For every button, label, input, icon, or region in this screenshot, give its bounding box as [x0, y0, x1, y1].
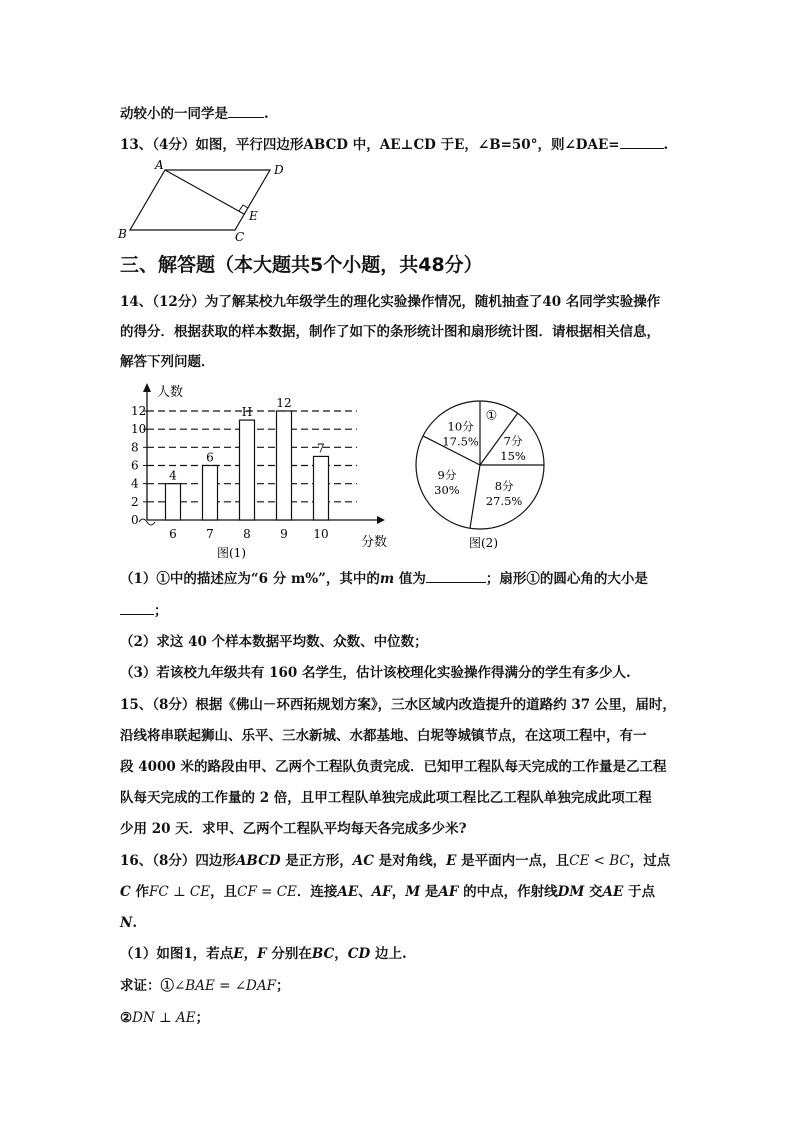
bar-8 — [240, 420, 255, 520]
bar-6 — [166, 484, 181, 520]
q14-line3: 解答下列问题． — [120, 354, 215, 370]
y-tick-label: 10 — [131, 422, 147, 437]
label-a: A — [155, 158, 164, 172]
label-b: B — [118, 227, 127, 241]
q13-text: 13、（4分）如图，平行四边形ABCD 中，AE⊥CD 于E，∠B=50°，则∠DAE= . — [120, 134, 668, 155]
q16-line5: 求证：①∠BAE = ∠DAF； — [120, 978, 290, 994]
section-title: 三、解答题（本大题共5个小题，共48分） — [120, 254, 483, 276]
label-e: E — [249, 209, 258, 223]
q14-sub2: （2）求这 40 个样本数据平均数、众数、中位数； — [120, 634, 428, 650]
q15-line5: 少用 20 天．求甲、乙两个工程队平均每天各完成多少米? — [120, 821, 467, 837]
q14-sub1: （1）①中的描述应为“6 分 m%”，其中的m 值为 ；扇形①的圆心角的大小是 — [120, 568, 648, 589]
label-d: D — [274, 163, 284, 177]
y-tick-label: 4 — [131, 476, 139, 491]
data-label: 12 — [276, 396, 292, 410]
x-axis-arrow — [377, 516, 385, 524]
data-label: 4 — [169, 468, 177, 483]
bar-7 — [203, 466, 218, 521]
q14-line1: 14、（12分）为了解某校九年级学生的理化实验操作情况，随机抽查了40 名同学实验操作 — [120, 294, 661, 310]
q15-line4: 队每天完成的工作量的 2 倍，且甲工程队单独完成此项工程比乙工程队单独完成此项工程 — [120, 790, 652, 806]
slice-percent: 30% — [434, 482, 460, 497]
q15-line3: 段 4000 米的路段由甲、乙两个工程队负责完成．已知甲工程队每天完成的工作量是乙工程 — [120, 759, 667, 775]
y-tick-label: 2 — [131, 494, 139, 509]
x-axis-label: 分数 — [361, 535, 388, 550]
q16-line2: C 作FC ⊥ CE，且CF = CE．连接AE、AF，M 是AF 的中点，作射线DM 交AE 于点 — [120, 884, 655, 900]
x-tick-label: 8 — [243, 527, 251, 541]
data-label: 7 — [317, 441, 325, 456]
bar-10 — [314, 456, 329, 520]
answer-blank[interactable] — [426, 568, 486, 583]
y-tick-label: 8 — [131, 440, 139, 455]
q15-line1: 15、（8分）根据《佛山－环西拓规划方案》，三水区域内改造提升的道路约 37 公里，届时， — [120, 697, 676, 713]
x-tick-label: 10 — [313, 527, 329, 541]
y-tick-label: 12 — [131, 404, 147, 418]
bar-chart-figure-1 — [125, 380, 410, 560]
slice-percent: 15% — [500, 449, 526, 464]
q16-line1: 16、（8分）四边形ABCD 是正方形，AC 是对角线，E 是平面内一点，且CE < BC，过点 — [120, 853, 671, 869]
segment-ae — [165, 170, 244, 214]
bar-marks — [131, 396, 357, 541]
slice-label: 9分 — [437, 467, 457, 482]
slice-percent: 27.5% — [485, 494, 523, 509]
q16-line6: ②DN ⊥ AE； — [120, 1010, 210, 1026]
q14-line2: 的得分．根据获取的样本数据，制作了如下的条形统计图和扇形统计图．请根据相关信息， — [120, 324, 660, 340]
q14-sub1-cont: ； — [120, 600, 168, 621]
answer-blank[interactable] — [620, 134, 664, 149]
slice-percent: 17.5% — [442, 434, 479, 449]
slice-label: 7分 — [503, 434, 523, 449]
pie-chart-figure-2 — [405, 385, 555, 560]
q13-parallelogram-figure — [115, 158, 295, 244]
y-axis-label: 人数 — [157, 385, 184, 400]
slice-label: ① — [485, 408, 498, 424]
data-label: H — [241, 405, 253, 420]
answer-blank[interactable] — [228, 103, 264, 118]
answer-blank[interactable] — [120, 600, 154, 615]
pie-marks — [416, 401, 544, 529]
y-axis-arrow — [143, 383, 151, 392]
slice-label: 10分 — [447, 419, 474, 434]
chart-title: 图(2) — [469, 536, 498, 550]
label-c: C — [235, 230, 245, 244]
q16-line3: N. — [120, 915, 138, 931]
slice-label: 8分 — [494, 479, 514, 494]
bar-9 — [277, 411, 292, 520]
x-tick-label: 9 — [280, 527, 288, 541]
q14-sub3: （3）若该校九年级共有 160 名学生，估计该校理化实验操作得满分的学生有多少人. — [120, 665, 631, 681]
q16-line4: （1）如图1，若点E，F 分别在BC，CD 边上. — [120, 946, 407, 962]
y-tick-label: 0 — [131, 513, 139, 527]
x-tick-label: 7 — [206, 527, 214, 541]
chart-title: 图(1) — [217, 546, 246, 560]
data-label: 6 — [206, 450, 214, 465]
intro-line: 动较小的一同学是 . — [120, 103, 269, 124]
x-tick-label: 6 — [169, 527, 177, 541]
y-tick-label: 6 — [131, 458, 139, 473]
q15-line2: 沿线将串联起狮山、乐平、三水新城、水都基地、白坭等城镇节点，在这项工程中，有一 — [120, 728, 647, 744]
